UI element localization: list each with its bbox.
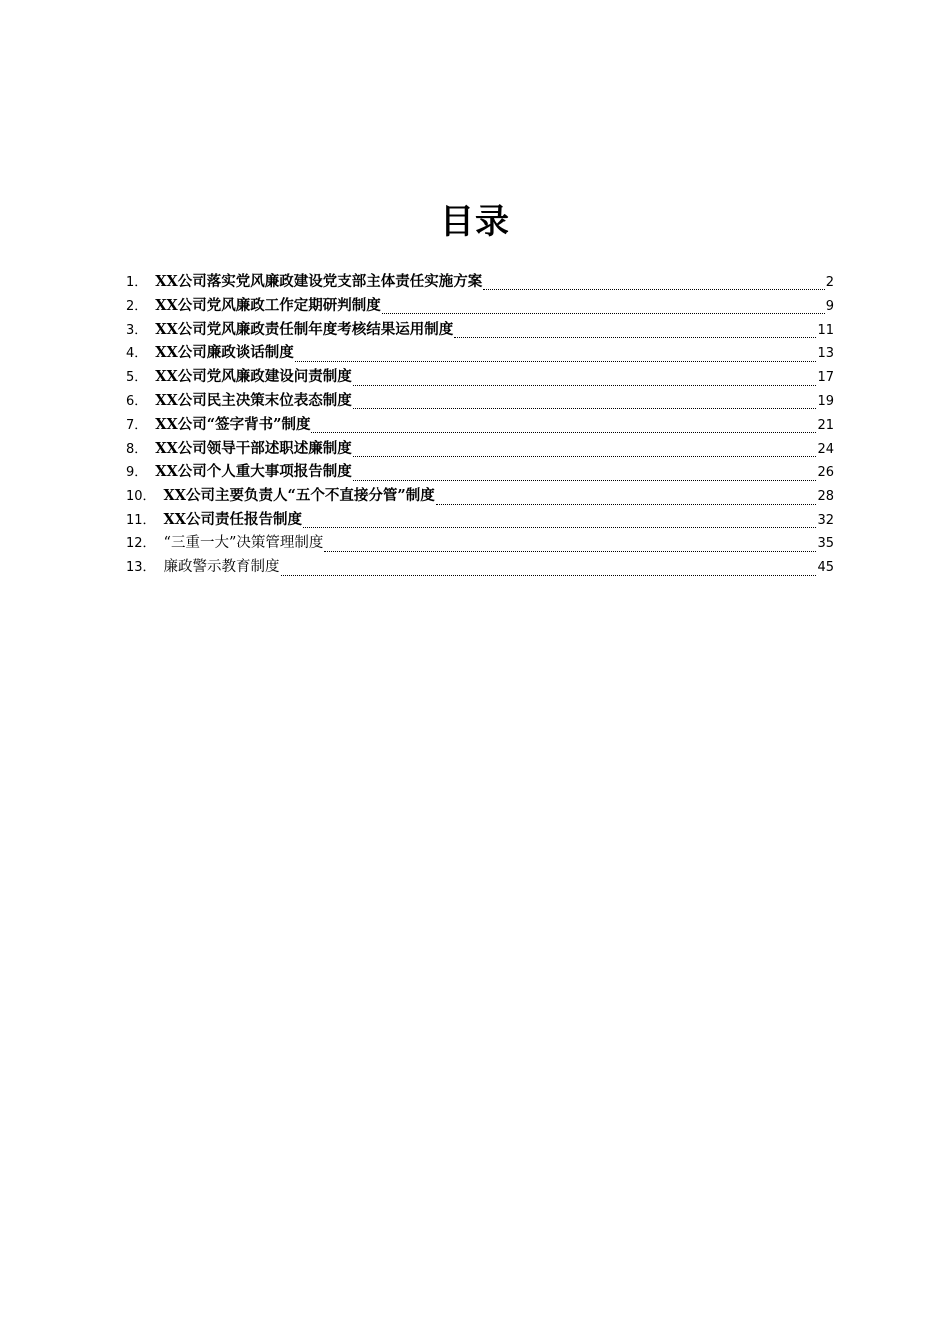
toc-entry-title: XX公司责任报告制度	[163, 510, 303, 528]
toc-leader-dots	[382, 299, 825, 314]
toc-leader-dots	[324, 537, 816, 552]
toc-entry-title: XX公司党风廉政责任制年度考核结果运用制度	[155, 320, 454, 338]
toc-entry-title: XX公司落实党风廉政建设党支部主体责任实施方案	[155, 273, 483, 290]
toc-leader-dots	[353, 442, 817, 457]
toc-leader-dots	[311, 418, 816, 433]
toc-entry[interactable]	[118, 413, 834, 437]
toc-entry[interactable]	[118, 532, 834, 556]
toc-leader-dots	[281, 561, 817, 576]
toc-entry-page: 17	[817, 370, 834, 386]
toc-entry[interactable]	[118, 389, 834, 413]
toc-entry-number: 10．	[126, 489, 156, 505]
toc-entry[interactable]	[118, 484, 834, 508]
toc-entry-title: XX公司个人重大事项报告制度	[155, 463, 352, 481]
toc-entry-number: 9．	[126, 465, 148, 481]
toc-leader-dots	[353, 371, 817, 386]
toc-entry-page: 35	[817, 535, 834, 551]
toc-leader-dots	[483, 275, 824, 290]
toc-entry-number: 4．	[126, 346, 148, 362]
toc-leader-dots	[436, 490, 817, 505]
toc-entry-title: “三重一大”决策管理制度	[163, 534, 324, 551]
toc-entry-page: 19	[817, 393, 834, 409]
toc-entry-number: 2．	[126, 298, 148, 314]
toc-entry[interactable]	[118, 365, 834, 389]
toc-entry-title: XX公司民主决策末位表态制度	[155, 391, 352, 409]
toc-entry-page: 13	[817, 346, 834, 362]
toc-leader-dots	[353, 394, 817, 409]
toc-entry-title: XX公司“签字背书”制度	[155, 415, 311, 433]
toc-entry-title: XX公司廉政谈话制度	[155, 344, 294, 362]
toc-leader-dots	[353, 466, 817, 481]
toc-leader-dots	[295, 347, 817, 362]
toc-entry-number: 12．	[126, 535, 156, 551]
toc-entry-title: XX公司领导干部述职述廉制度	[155, 439, 352, 457]
toc-entry-number: 6．	[126, 393, 148, 409]
toc-entry[interactable]	[118, 508, 834, 532]
toc-entry[interactable]	[118, 460, 834, 484]
toc-entry-number: 13．	[126, 559, 156, 575]
toc-entry[interactable]	[118, 318, 834, 342]
toc-entry-page: 32	[817, 512, 834, 528]
toc-entry[interactable]	[118, 556, 834, 580]
toc-leader-dots	[454, 323, 816, 338]
toc-entry-page: 28	[817, 489, 834, 505]
toc-entry-page: 21	[817, 417, 834, 433]
toc-leader-dots	[303, 513, 816, 528]
toc-entry-page: 26	[817, 465, 834, 481]
toc-entry-page: 24	[817, 441, 834, 457]
toc-entry[interactable]	[118, 294, 834, 318]
toc-entry-title: XX公司党风廉政建设问责制度	[155, 368, 352, 386]
toc-entry-number: 5．	[126, 370, 148, 386]
toc-entry-number: 7．	[126, 417, 148, 433]
toc-entry[interactable]	[118, 270, 834, 294]
toc-entry-title: XX公司党风廉政工作定期研判制度	[155, 296, 381, 314]
toc-entry-number: 8．	[126, 441, 148, 457]
toc-list	[118, 270, 834, 579]
toc-entry-page: 2	[825, 275, 834, 290]
toc-title: 目录	[440, 202, 510, 242]
toc-entry[interactable]	[118, 341, 834, 365]
toc-entry-number: 11．	[126, 512, 156, 528]
toc-entry-page: 45	[817, 559, 834, 575]
toc-entry-page: 9	[825, 298, 834, 314]
toc-entry[interactable]	[118, 437, 834, 461]
toc-entry-number: 3．	[126, 322, 148, 338]
toc-entry-title: 廉政警示教育制度	[163, 558, 280, 575]
toc-entry-title: XX公司主要负责人“五个不直接分管”制度	[163, 487, 435, 505]
toc-entry-page: 11	[817, 322, 834, 338]
toc-entry-number: 1．	[126, 275, 148, 290]
